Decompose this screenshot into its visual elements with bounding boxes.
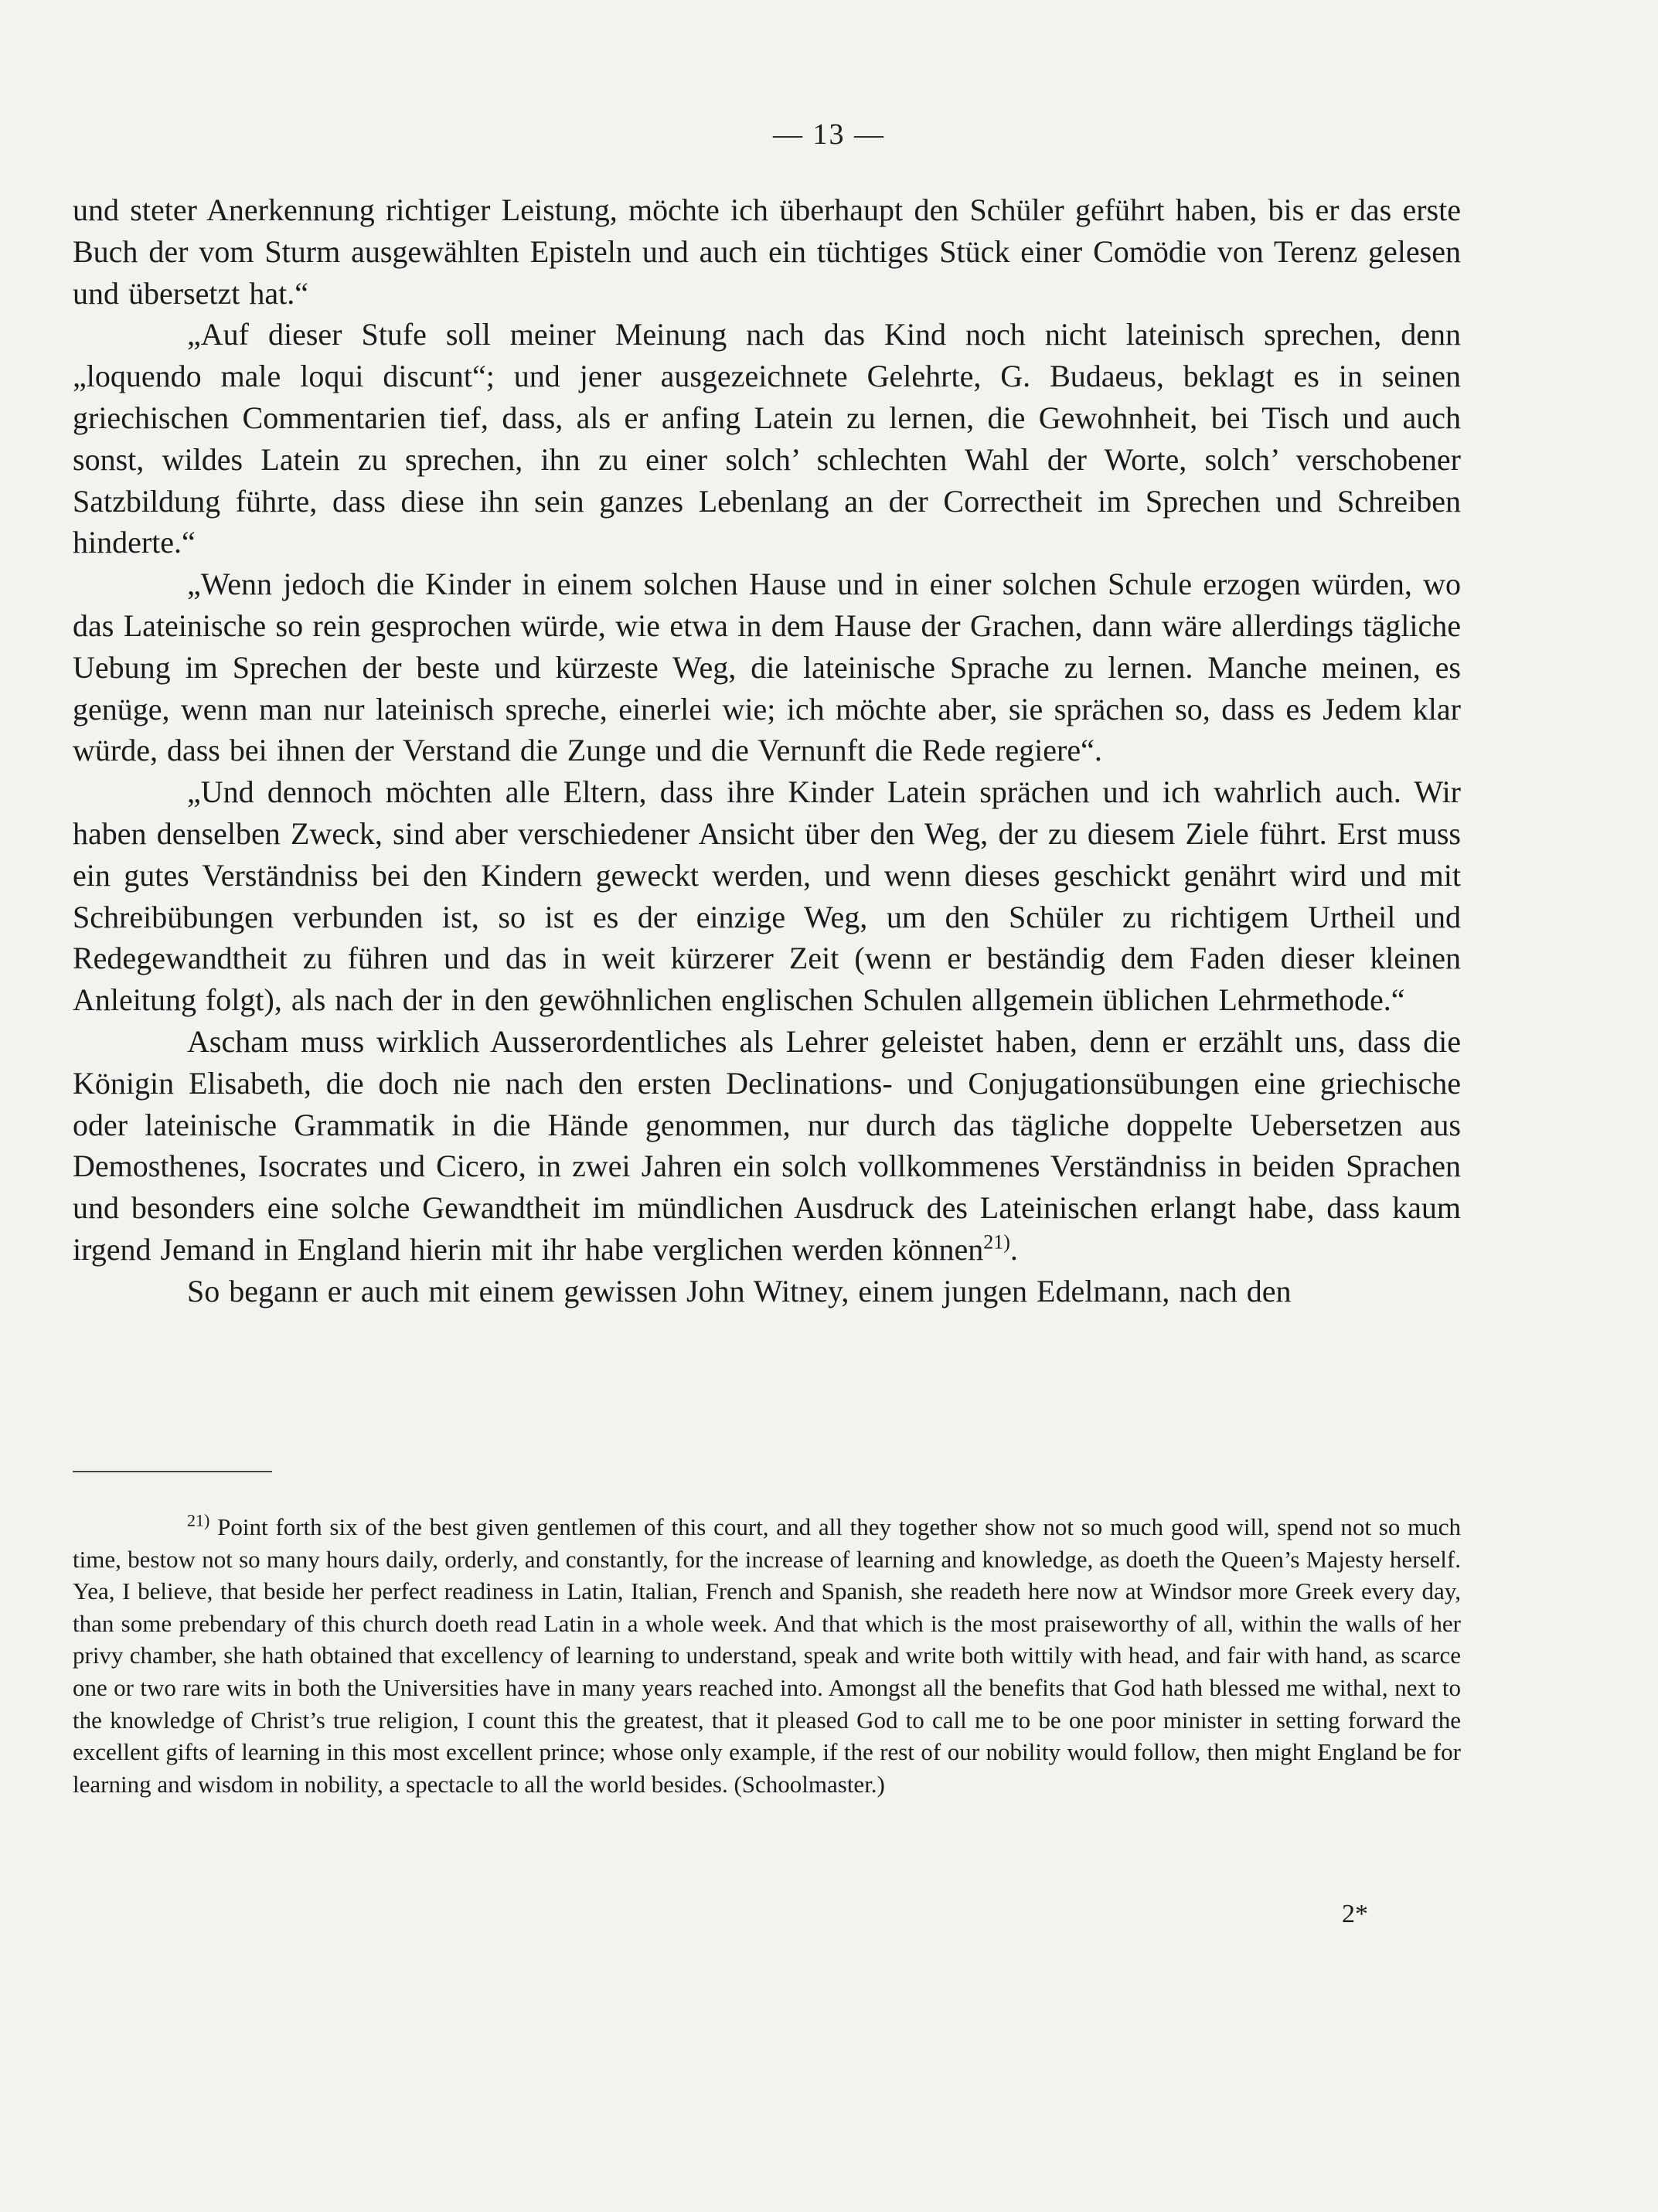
- footnote-divider: [73, 1471, 272, 1472]
- paragraph: So begann er auch mit einem gewissen John Witney, einem jungen Edelmann, nach den: [187, 1273, 1292, 1308]
- paragraph-text: Ascham muss wirklich Ausserordentliches als Lehrer geleistet haben, denn er erzählt uns, dass die Königin Elisabeth, die doch nie nach den ersten Declinations- und Conjugationsübungen eine griechische oder lateinische Grammatik in die Hände genommen, nur durch das tägliche doppelte Uebersetzen aus Demosthenes, Isocrates und Cicero, in zwei Jahren ein solch vollkommenes Verständniss in beiden Sprachen und besonders eine solche Gewandtheit im mündlichen Ausdruck des Lateinischen erlangt habe, dass kaum irgend Jemand in England hierin mit ihr habe verglichen werden können: [73, 1023, 1461, 1267]
- paragraph: „Auf dieser Stufe soll meiner Meinung nach das Kind noch nicht lateinisch sprechen, denn „loquendo male loqui discunt“; und jener ausgezeichnete Gelehrte, G. Budaeus, beklagt es in seinen griechischen Commentarien tief, dass, als er anfing Latein zu lernen, die Gewohnheit, bei Tisch und auch sonst, wildes Latein zu sprechen, ihn zu einer solch’ schlechten Wahl der Worte, solch’ verschobener Satzbildung führte, dass diese ihn sein ganzes Lebenlang an der Correctheit im Sprechen und Schreiben hinderte.“: [73, 317, 1461, 560]
- footnote-marker: 21): [187, 1510, 210, 1530]
- paragraph: [73, 1021, 1461, 1271]
- footnote-text: Point forth six of the best given gentlemen of this court, and all they together show not so much good will, spend not so much time, bestow not so many hours daily, orderly, and constantly, for the increase of learning and knowledge, as doeth the Queen’s Majesty herself. Yea, I believe, that beside her perfect readiness in Latin, Italian, French and Spanish, she readeth here now at Windsor more Greek every day, than some prebendary of this church doeth read Latin in a whole week. And that which is the most praiseworthy of all, within the walls of her privy chamber, she hath obtained that excellency of learning to understand, speak and write both wittily with head, and fair with hand, as scarce one or two rare wits in both the Universities have in many years reached into. Amongst all the benefits that God hath blessed me withal, next to the knowledge of Christ’s true religion, I count this the greatest, that it pleased God to call me to be one poor minister in setting forward the excellent gifts of learning in this most excellent prince; whose only example, if the rest of our nobility would follow, then might England be for learning and wisdom in nobility, a spectacle to all the world besides. (Schoolmaster.): [73, 1513, 1462, 1798]
- body-text: [73, 189, 1461, 1312]
- paragraph: „Wenn jedoch die Kinder in einem solchen Hause und in einer solchen Schule erzogen würden, wo das Lateinische so rein gesprochen würde, wie etwa in dem Hause der Grachen, dann wäre allerdings tägliche Uebung im Sprechen der beste und kürzeste Weg, die lateinische Sprache zu lernen. Manche meinen, es genüge, wenn man nur lateinisch spreche, einerlei wie; ich möchte aber, sie sprächen so, dass es Jedem klar würde, dass bei ihnen der Verstand die Zunge und die Vernunft die Rede regiere“.: [73, 567, 1461, 768]
- signature-mark: 2*: [1342, 1900, 1368, 1928]
- paragraph: „Und dennoch möchten alle Eltern, dass ihre Kinder Latein sprächen und ich wahrlich auch. Wir haben denselben Zweck, sind aber verschiedener Ansicht über den Weg, der zu diesem Ziele führt. Erst muss ein gutes Verständniss bei den Kindern geweckt werden, und wenn dieses geschickt genährt wird und mit Schreibübungen verbunden ist, so ist es der einzige Weg, um den Schüler zu richtigem Urtheil und Redegewandtheit zu führen und das in weit kürzerer Zeit (wenn er beständig dem Faden dieser kleinen Anleitung folgt), als nach der in den gewöhnlichen englischen Schulen allgemein üblichen Lehrmethode.“: [73, 774, 1461, 1018]
- page-number: — 13 —: [773, 118, 885, 151]
- footnote-reference[interactable]: 21): [983, 1230, 1010, 1254]
- paragraph-end: .: [1009, 1231, 1018, 1267]
- footnote: [73, 1511, 1461, 1800]
- paragraph: und steter Anerkennung richtiger Leistung, möchte ich überhaupt den Schüler geführt haben, bis er das erste Buch der vom Sturm ausgewählten Episteln und auch ein tüchtiges Stück einer Comödie von Terenz gelesen und übersetzt hat.“: [73, 192, 1461, 311]
